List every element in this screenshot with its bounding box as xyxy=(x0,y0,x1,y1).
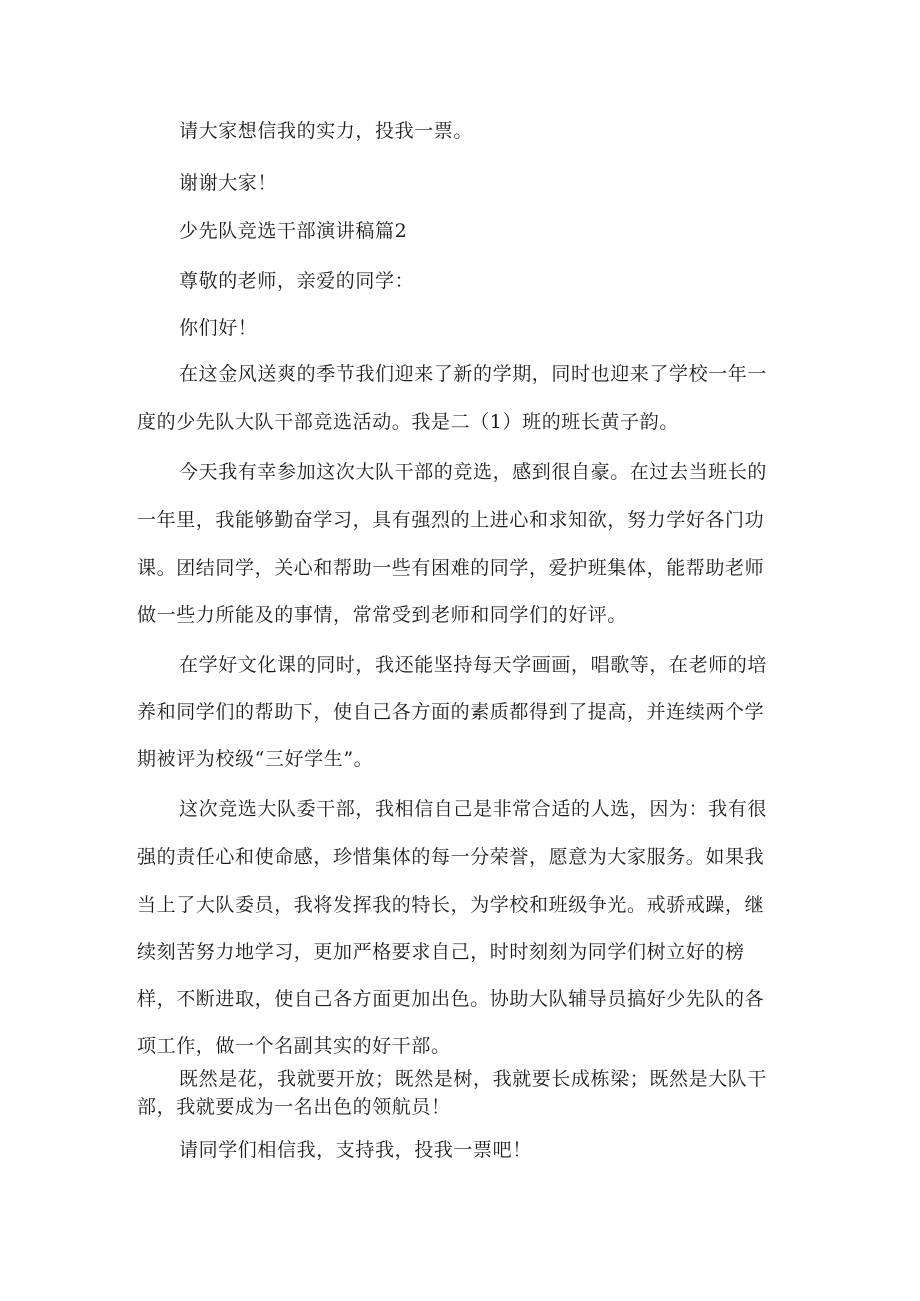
text-line: 这次竞选大队委干部，我相信自己是非常合适的人选，因为：我有很 xyxy=(179,798,768,820)
section-title: 少先队竞选干部演讲稿篇2 xyxy=(179,220,408,242)
text-line: 项工作，做一个名副其实的好干部。 xyxy=(137,1035,451,1057)
greeting: 你们好！ xyxy=(179,317,258,339)
text-line: 请大家想信我的实力，投我一票。 xyxy=(179,120,474,142)
text-line: 今天我有幸参加这次大队干部的竞选，感到很自豪。在过去当班长的 xyxy=(179,461,768,483)
text-line: 谢谢大家！ xyxy=(179,172,278,194)
text-line: 样，不断进取，使自己各方面更加出色。协助大队辅导员搞好少先队的各 xyxy=(137,988,765,1010)
salutation: 尊敬的老师，亲爱的同学： xyxy=(179,270,415,292)
text-line: 一年里，我能够勤奋学习，具有强烈的上进心和求知欲，努力学好各门功 xyxy=(137,509,765,531)
text-line: 在这金风送爽的季节我们迎来了新的学期，同时也迎来了学校一年一 xyxy=(179,363,768,385)
text-line: 期被评为校级“三好学生”。 xyxy=(137,748,374,770)
text-line: 在学好文化课的同时，我还能坚持每天学画画，唱歌等，在老师的培 xyxy=(179,654,768,676)
text-line: 部，我就要成为一名出色的领航员！ xyxy=(137,1096,451,1118)
text-line: 课。团结同学，关心和帮助一些有困难的同学，爱护班集体，能帮助老师 xyxy=(137,557,765,579)
text-line: 强的责任心和使命感，珍惜集体的每一分荣誉，愿意为大家服务。如果我 xyxy=(137,846,765,868)
text-line: 续刻苦努力地学习，更加严格要求自己，时时刻刻为同学们树立好的榜 xyxy=(137,941,745,963)
text-line: 既然是花，我就要开放；既然是树，我就要长成栋梁；既然是大队干 xyxy=(179,1068,768,1090)
text-line: 养和同学们的帮助下，使自己各方面的素质都得到了提高，并连续两个学 xyxy=(137,701,765,723)
text-line: 度的少先队大队干部竞选活动。我是二（1）班的班长黄子韵。 xyxy=(137,411,679,433)
text-line: 做一些力所能及的事情，常常受到老师和同学们的好评。 xyxy=(137,604,628,626)
closing-line: 请同学们相信我，支持我，投我一票吧！ xyxy=(179,1139,532,1161)
text-line: 当上了大队委员，我将发挥我的特长，为学校和班级争光。戒骄戒躁，继 xyxy=(137,894,765,916)
